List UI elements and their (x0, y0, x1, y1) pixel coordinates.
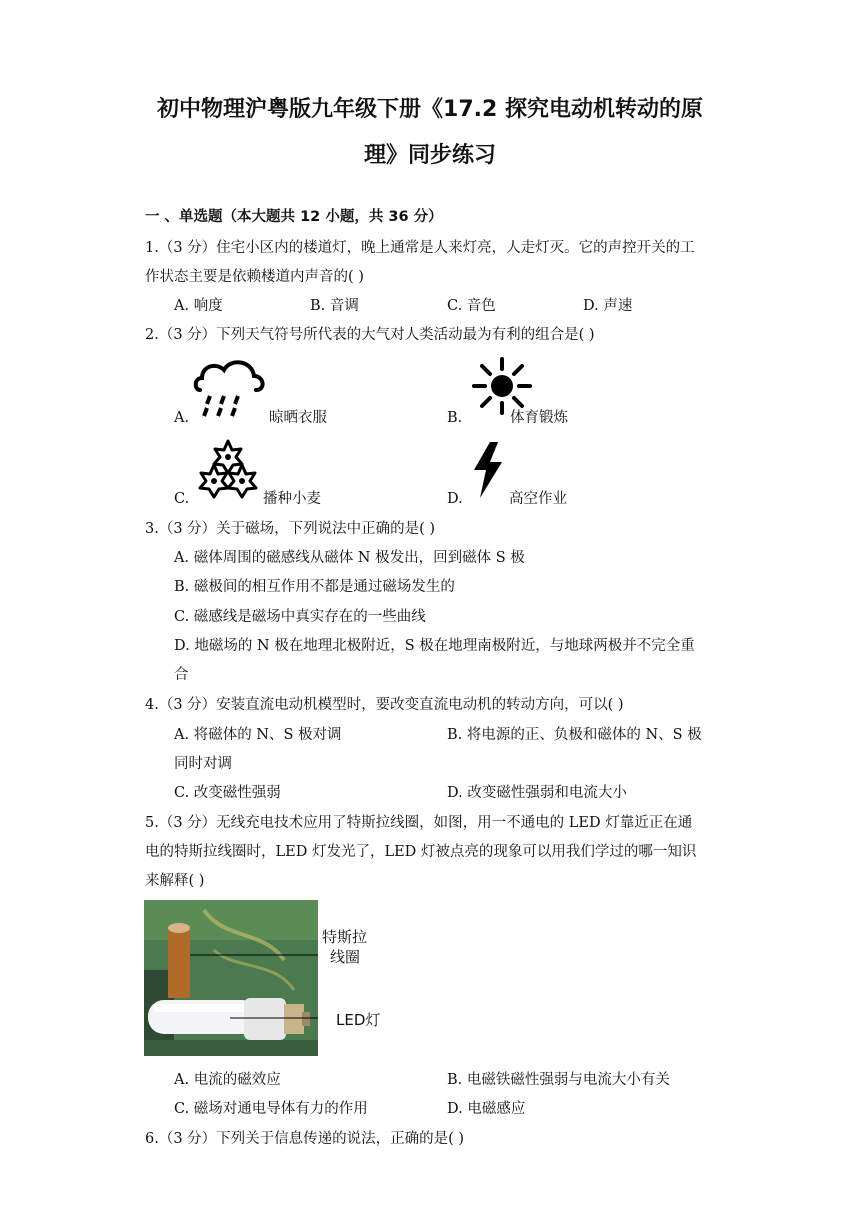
q2-option-a-prefix: A. (174, 410, 190, 426)
figure-label-tesla-coil-line1: 特斯拉 (322, 928, 368, 946)
q3-option-d-line1: D. 地磁场的 N 极在地理北极附近，S 极在地理南极附近，与地球两极并不完全重 (174, 638, 695, 654)
section-heading: 一 、单选题（本大题共 12 小题，共 36 分） (145, 209, 443, 225)
q1-option-c: C. 音色 (447, 298, 496, 314)
q1-option-a: A. 响度 (174, 298, 223, 314)
q2-option-c-text: 播种小麦 (263, 491, 321, 507)
q5-option-d: D. 电磁感应 (447, 1101, 526, 1117)
q3-option-c: C. 磁感线是磁场中真实存在的一些曲线 (174, 609, 426, 625)
figure-leader-lines (190, 950, 320, 1020)
q3-option-b: B. 磁极间的相互作用不都是通过磁场发生的 (174, 579, 455, 595)
q2-option-b-prefix: B. (447, 410, 463, 426)
q2-option-b-text: 体育锻炼 (510, 410, 568, 426)
q1-option-d: D. 声速 (583, 298, 633, 314)
q2-option-a-text: 晾晒衣服 (269, 410, 327, 426)
figure-label-led: LED灯 (336, 1011, 381, 1029)
q2-option-d-text: 高空作业 (509, 491, 567, 507)
q1-option-b: B. 音调 (310, 298, 359, 314)
q3-stem: 3.（3 分）关于磁场，下列说法中正确的是( ) (145, 521, 436, 537)
q5-stem-line3: 来解释( ) (145, 873, 205, 889)
q1-stem-line2: 作状态主要是依赖楼道内声音的( ) (145, 269, 364, 285)
q5-option-a: A. 电流的磁效应 (174, 1072, 281, 1088)
lightning-icon (470, 440, 506, 500)
q3-option-a: A. 磁体周围的磁感线从磁体 N 极发出，回到磁体 S 极 (174, 550, 525, 566)
sun-icon (470, 356, 534, 416)
rain-cloud-icon (192, 356, 268, 418)
q5-stem-line1: 5.（3 分）无线充电技术应用了特斯拉线圈，如图，用一不通电的 LED 灯靠近正在通 (145, 815, 693, 831)
q4-option-b-line1: B. 将电源的正、负极和磁体的 N、S 极 (447, 727, 702, 743)
figure-label-tesla-coil-line2: 线圈 (330, 948, 361, 966)
q6-stem: 6.（3 分）下列关于信息传递的说法，正确的是( ) (145, 1131, 465, 1147)
document-title-line1: 初中物理沪粤版九年级下册《17.2 探究电动机转动的原 (157, 97, 703, 122)
q1-stem-line1: 1.（3 分）住宅小区内的楼道灯，晚上通常是人来灯亮，人走灯灭。它的声控开关的工 (145, 240, 695, 256)
q5-option-c: C. 磁场对通电导体有力的作用 (174, 1101, 368, 1117)
q4-stem: 4.（3 分）安装直流电动机模型时，要改变直流电动机的转动方向，可以( ) (145, 697, 624, 713)
document-title-line2: 理》同步练习 (363, 143, 496, 168)
q2-option-c-prefix: C. (174, 491, 190, 507)
q4-option-c: C. 改变磁性强弱 (174, 785, 281, 801)
q4-option-a: A. 将磁体的 N、S 极对调 (174, 727, 342, 743)
q2-stem: 2.（3 分）下列天气符号所代表的大气对人类活动最为有利的组合是( ) (145, 327, 595, 343)
q4-option-b-line2: 同时对调 (174, 756, 232, 772)
q5-option-b: B. 电磁铁磁性强弱与电流大小有关 (447, 1072, 670, 1088)
q4-option-d: D. 改变磁性强弱和电流大小 (447, 785, 627, 801)
snow-icon (196, 437, 260, 501)
q3-option-d-line2: 合 (174, 667, 189, 683)
q2-option-d-prefix: D. (447, 491, 463, 507)
q5-stem-line2: 电的特斯拉线圈时，LED 灯发光了，LED 灯被点亮的现象可以用我们学过的哪一知识 (145, 844, 697, 860)
